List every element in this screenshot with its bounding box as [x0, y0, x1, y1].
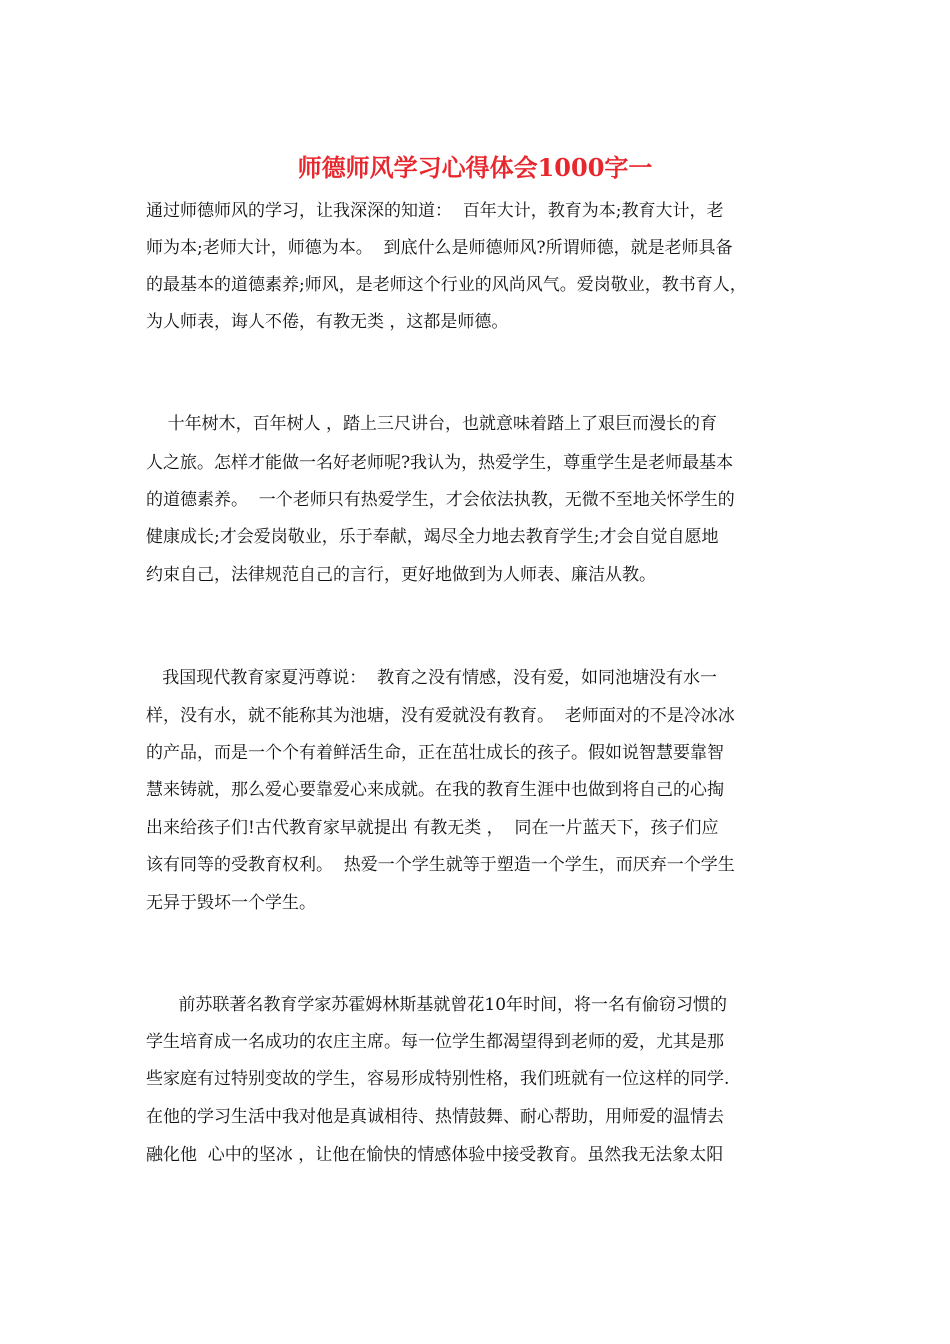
paragraph-4-line-3: 些家庭有过特别变故的学生，容易形成特别性格，我们班就有一位这样的同学. — [146, 1069, 730, 1089]
paragraph-3-line-3: 的产品，而是一个个有着鲜活生命，正在茁壮成长的孩子。假如说智慧要靠智 — [146, 743, 724, 763]
paragraph-3-line-6: 该有同等的受教育权利。 热爱一个学生就等于塑造一个学生，而厌弃一个学生 — [146, 855, 735, 875]
paragraph-4-line-4: 在他的学习生活中我对他是真诚相待、热情鼓舞、耐心帮助，用师爱的温情去 — [146, 1107, 724, 1127]
paragraph-1-line-3: 的最基本的道德素养;师风，是老师这个行业的风尚风气。爱岗敬业，教书育人， — [146, 275, 747, 295]
paragraph-3-line-2: 样，没有水，就不能称其为池塘，没有爱就没有教育。 老师面对的不是冷冰冰 — [146, 706, 735, 726]
paragraph-2-line-3: 的道德素养。 一个老师只有热爱学生，才会依法执教，无微不至地关怀学生的 — [146, 490, 735, 510]
paragraph-3-line-5: 出来给孩子们!古代教育家早就提出 有教无类 ， 同在一片蓝天下，孩子们应 — [146, 818, 719, 838]
document-title: 师德师风学习心得体会1000字一 — [297, 153, 653, 182]
paragraph-1-line-2: 师为本;老师大计，师德为本。 到底什么是师德师风?所谓师德，就是老师具备 — [146, 238, 733, 258]
paragraph-3-line-7: 无异于毁坏一个学生。 — [146, 893, 316, 913]
paragraph-2-line-1: 十年树木，百年树人 ，踏上三尺讲台，也就意味着踏上了艰巨而漫长的育 — [146, 414, 718, 434]
paragraph-4-line-2: 学生培育成一名成功的农庄主席。每一位学生都渴望得到老师的爱，尤其是那 — [146, 1032, 724, 1052]
paragraph-2-line-4: 健康成长;才会爱岗敬业，乐于奉献，竭尽全力地去教育学生;才会自觉自愿地 — [146, 527, 719, 547]
paragraph-4-line-1: 前苏联著名教育学家苏霍姆林斯基就曾花10年时间，将一名有偷窃习惯的 — [146, 995, 728, 1015]
paragraph-3-line-1: 我国现代教育家夏沔尊说： 教育之没有情感，没有爱，如同池塘没有水一 — [146, 668, 718, 688]
paragraph-4-line-5: 融化他 心中的坚冰 ，让他在愉快的情感体验中接受教育。虽然我无法象太阳 — [146, 1145, 724, 1165]
paragraph-2-line-2: 人之旅。怎样才能做一名好老师呢?我认为，热爱学生，尊重学生是老师最基本 — [146, 453, 734, 473]
paragraph-3-line-4: 慧来铸就，那么爱心要靠爱心来成就。在我的教育生涯中也做到将自己的心掏 — [146, 780, 724, 800]
paragraph-1-line-4: 为人师表，诲人不倦，有教无类 ，这都是师德。 — [146, 312, 509, 332]
paragraph-2-line-5: 约束自己，法律规范自己的言行，更好地做到为人师表、廉洁从教。 — [146, 565, 656, 585]
paragraph-1-line-1: 通过师德师风的学习，让我深深的知道： 百年大计，教育为本;教育大计，老 — [146, 201, 724, 221]
